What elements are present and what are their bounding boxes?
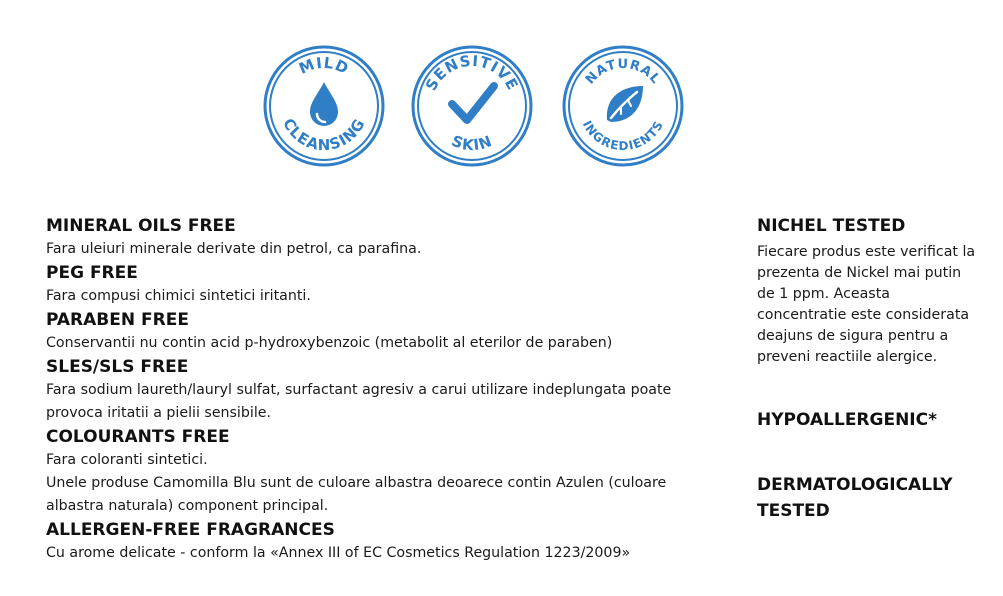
natural-ingredients-badge-icon: [561, 44, 685, 168]
hypoallergenic-title: HYPOALLERGENIC*: [757, 410, 938, 430]
nichel-line: concentratie este considerata: [757, 307, 970, 323]
badge-bottom-label: SKIN: [449, 131, 495, 155]
badges-row: [0, 0, 1003, 180]
badge-bottom-label: CLEANSING: [279, 115, 369, 155]
dermatologically-tested-title: DERMATOLOGICALLY TESTED: [757, 475, 953, 521]
item-title: ALLERGEN-FREE FRAGRANCES: [46, 520, 335, 540]
sensitive-skin-badge-icon: [410, 44, 534, 168]
item-sles-sls: [46, 355, 706, 425]
badge-top-label: NATURAL: [582, 56, 664, 88]
nichel-line: preveni reactiile alergice.: [757, 349, 938, 365]
nichel-tested-text: [757, 242, 989, 368]
badge-sensitive-skin: [410, 44, 534, 168]
item-text: Fara uleiuri minerale derivate din petrol, ca parafina.: [46, 241, 422, 257]
item-title: PARABEN FREE: [46, 310, 189, 330]
mild-cleansing-badge-icon: [262, 44, 386, 168]
badge-bottom-label: INGREDIENTS: [579, 118, 667, 154]
item-title: SLES/SLS FREE: [46, 357, 189, 377]
right-column: [757, 214, 989, 524]
badge-top-label: MILD: [296, 53, 353, 79]
item-text: Conservantii nu contin acid p-hydroxybenzoic (metabolit al eterilor de paraben): [46, 335, 613, 351]
nichel-line: Fiecare produs este verificat la: [757, 244, 976, 260]
badge-mild-cleansing: [262, 44, 386, 168]
leaf-icon: [607, 86, 643, 122]
left-column: [46, 214, 706, 565]
item-text: Fara sodium laureth/lauryl sulfat, surfactant agresiv a carui utilizare indeplungata poate: [46, 382, 672, 398]
badge-natural-ingredients: [561, 44, 685, 168]
item-paraben: [46, 308, 706, 355]
item-title: PEG FREE: [46, 263, 138, 283]
drop-icon: [310, 82, 338, 126]
check-icon: [452, 86, 494, 120]
item-allergen-free: [46, 518, 706, 565]
item-text: Unele produse Camomilla Blu sunt de culoare albastra deoarece contin Azulen (culoare: [46, 475, 667, 491]
item-text: Fara compusi chimici sintetici iritanti.: [46, 288, 311, 304]
item-text: Cu arome delicate - conform la «Annex III of EC Cosmetics Regulation 1223/2009»: [46, 545, 631, 561]
item-title: MINERAL OILS FREE: [46, 216, 236, 236]
item-mineral-oils: [46, 214, 706, 261]
item-peg: [46, 261, 706, 308]
nichel-line: deajuns de sigura pentru a: [757, 328, 949, 344]
item-title: COLOURANTS FREE: [46, 427, 230, 447]
item-text: albastra naturala) component principal.: [46, 498, 329, 514]
item-text: provoca iritatii a pielii sensibile.: [46, 405, 272, 421]
nichel-tested-title: NICHEL TESTED: [757, 216, 906, 236]
nichel-line: prezenta de Nickel mai putin: [757, 265, 962, 281]
nichel-line: de 1 ppm. Aceasta: [757, 286, 890, 302]
item-colourants: [46, 425, 706, 518]
item-text: Fara coloranti sintetici.: [46, 452, 208, 468]
badge-top-label: SENSITIVE: [421, 51, 523, 94]
